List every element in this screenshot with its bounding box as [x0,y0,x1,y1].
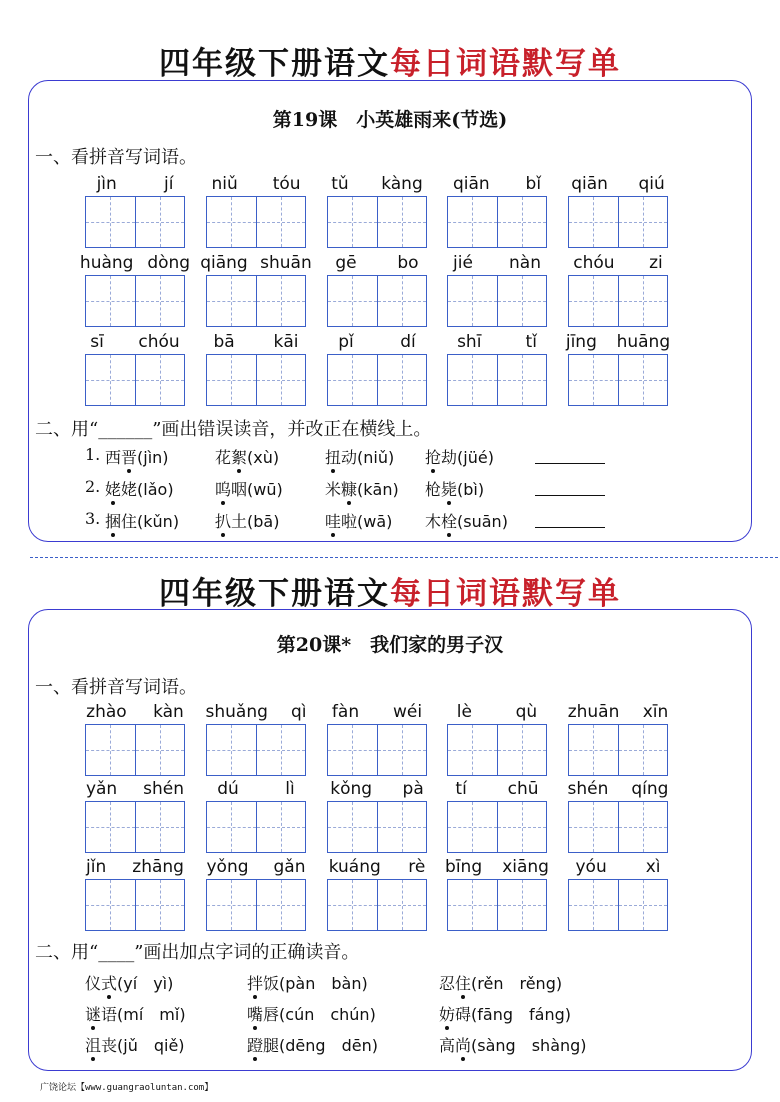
sheet2-panel [28,609,752,1071]
pinyin-label [194,172,318,194]
sheet2-title-accent: 每日词语默写单 [390,576,621,612]
vocab-char: 木 [425,512,442,531]
answer-blank-line[interactable] [535,527,605,528]
pinyin-syllable: gǎn [273,857,306,877]
tianzige-cell[interactable] [207,355,256,405]
dotted-char: 栓 [441,509,457,532]
dotted-char: 蹬 [247,1033,263,1056]
vocab-pinyin: (kān) [357,480,399,499]
tianzige-cell[interactable] [569,880,618,930]
tianzige-cell[interactable] [618,880,668,930]
dotted-char: 抢 [425,445,441,468]
dotted-char: 哇 [325,509,341,532]
tianzige-boxes[interactable] [206,354,306,406]
tianzige-boxes[interactable] [568,801,668,853]
dotted-char: 嘴 [247,1002,263,1025]
tianzige-boxes[interactable] [206,196,306,248]
pinyin-syllable: qíng [631,779,669,799]
dotted-char: 沮 [85,1033,101,1056]
tianzige-cell[interactable] [618,197,668,247]
pinyin-syllable: wéi [392,702,423,722]
vocab-char: 丧 [101,1036,118,1055]
vocab-item [325,509,392,532]
pinyin-syllable: jìn [96,174,117,194]
vocab-char: 住 [121,512,138,531]
tianzige-cell[interactable] [207,276,256,326]
vocab-item [425,445,494,468]
pinyin-label [556,251,680,273]
tianzige-cell[interactable] [618,276,668,326]
vocab-item [105,445,169,468]
pinyin-label [435,251,559,273]
tianzige-cell[interactable] [256,725,306,775]
vocab-pinyin: (kǔn) [137,512,180,531]
pinyin-syllable: dú [217,779,239,799]
pinyin-syllable: tǐ [525,332,537,352]
sheet1-section2-heading: 二、用“______”画出错误读音，并改正在横线上。 [35,419,432,440]
pinyin-syllable: chóu [573,253,615,273]
pinyin-syllable: niǔ [211,174,238,194]
tianzige-cell[interactable] [135,197,185,247]
tianzige-boxes[interactable] [85,801,185,853]
pinyin-syllable: jí [163,174,174,194]
pinyin-syllable: qiān [571,174,608,194]
tianzige-boxes[interactable] [447,196,547,248]
vocab-pinyin: (bā) [247,512,280,531]
vocab-char: 高 [439,1036,456,1055]
vocab-char: 土 [231,512,248,531]
vocab-char: 劫 [441,448,458,467]
question-number: 3. [85,509,101,528]
vocab-pinyin: (xù) [247,448,280,467]
vocab-char: 姥 [121,480,138,499]
pinyin-syllable: kàn [153,702,184,722]
sheet2-title [0,568,780,613]
tianzige-cell[interactable] [497,802,547,852]
tianzige-cell[interactable] [377,197,427,247]
pinyin-syllable: sī [90,332,104,352]
vocab-item [85,1033,185,1056]
tianzige-cell[interactable] [497,197,547,247]
dotted-char: 拌 [247,971,263,994]
pinyin-label [73,330,197,352]
tianzige-cell[interactable] [448,276,497,326]
pinyin-label [435,855,559,877]
tianzige-boxes[interactable] [206,724,306,776]
tianzige-cell[interactable] [256,802,306,852]
vocab-pinyin: (fāng fáng) [471,1005,571,1024]
vocab-item [439,971,562,994]
tianzige-boxes[interactable] [447,275,547,327]
vocab-item [439,1002,571,1025]
pinyin-syllable: lè [456,702,472,722]
vocab-item [425,509,508,532]
vocab-pinyin: (jìn) [137,448,169,467]
vocab-char: 碍 [455,1005,472,1024]
tianzige-cell[interactable] [135,725,185,775]
tianzige-cell[interactable] [207,197,256,247]
tianzige-cell[interactable] [86,355,135,405]
pinyin-syllable: xiāng [502,857,549,877]
dotted-char: 姥 [105,477,121,500]
tianzige-cell[interactable] [569,197,618,247]
tianzige-boxes[interactable] [85,275,185,327]
pinyin-syllable: tí [455,779,467,799]
pinyin-syllable: jǐn [86,857,107,877]
tianzige-cell[interactable] [86,197,135,247]
pinyin-syllable: rè [408,857,426,877]
vocab-char: 啦 [341,512,358,531]
pinyin-label [435,330,559,352]
tianzige-cell[interactable] [497,880,547,930]
pinyin-syllable: xīn [642,702,669,722]
tianzige-cell[interactable] [207,880,256,930]
vocab-pinyin: (rěn rěng) [471,974,563,993]
pinyin-syllable: fàn [331,702,360,722]
answer-blank-line[interactable] [535,463,605,464]
vocab-pinyin: (cún chún) [279,1005,376,1024]
vocab-pinyin: (bì) [457,480,485,499]
pinyin-syllable: huāng [616,332,671,352]
pinyin-label [73,700,197,722]
pinyin-syllable: gē [335,253,357,273]
pinyin-syllable: kuáng [328,857,381,877]
pinyin-syllable: bā [213,332,235,352]
pinyin-syllable: jié [453,253,473,273]
pinyin-label [194,251,318,273]
dotted-char: 谜 [85,1002,101,1025]
vocab-char: 饭 [263,974,280,993]
vocab-item [425,477,484,500]
tianzige-boxes[interactable] [85,354,185,406]
tianzige-cell[interactable] [328,802,377,852]
tianzige-cell[interactable] [256,276,306,326]
vocab-pinyin: (wā) [357,512,393,531]
pinyin-syllable: zhāng [132,857,184,877]
tianzige-cell[interactable] [256,880,306,930]
tianzige-boxes[interactable] [327,196,427,248]
tianzige-boxes[interactable] [85,196,185,248]
pinyin-syllable: zhào [86,702,127,722]
tianzige-cell[interactable] [135,802,185,852]
tianzige-cell[interactable] [86,276,135,326]
vocab-item [215,445,279,468]
pinyin-syllable: dí [400,332,416,352]
tianzige-boxes[interactable] [447,801,547,853]
pinyin-syllable: zhuān [567,702,620,722]
pinyin-label [556,330,680,352]
vocab-item [85,971,173,994]
vocab-char: 西 [105,448,122,467]
vocab-item [247,971,368,994]
tianzige-cell[interactable] [207,725,256,775]
tianzige-cell[interactable] [569,276,618,326]
tianzige-cell[interactable] [618,355,668,405]
vocab-item [105,477,174,500]
vocab-item [215,477,283,500]
tianzige-boxes[interactable] [327,275,427,327]
vocab-item [325,477,399,500]
pinyin-syllable: bo [397,253,419,273]
tianzige-boxes[interactable] [327,801,427,853]
pinyin-syllable: yǒng [206,857,249,877]
sheet1-title [0,38,780,83]
dotted-char: 住 [455,971,471,994]
vocab-pinyin: (sàng shàng) [471,1036,587,1055]
vocab-pinyin: (niǔ) [357,448,395,467]
pinyin-syllable: tóu [272,174,301,194]
dotted-char: 呜 [215,477,231,500]
pinyin-label [435,777,559,799]
tianzige-boxes[interactable] [568,196,668,248]
tianzige-cell[interactable] [377,802,427,852]
sheet1-title-accent: 每日词语默写单 [390,46,621,82]
pinyin-label [435,172,559,194]
vocab-char: 仪 [85,974,102,993]
vocab-char: 米 [325,480,342,499]
tianzige-boxes[interactable] [206,801,306,853]
pinyin-syllable: qiāng [200,253,248,273]
pinyin-syllable: zi [649,253,663,273]
tianzige-cell[interactable] [328,276,377,326]
tianzige-boxes[interactable] [447,354,547,406]
tianzige-cell[interactable] [328,880,377,930]
dotted-char: 絮 [231,445,247,468]
pinyin-syllable: lì [285,779,295,799]
tianzige-boxes[interactable] [327,879,427,931]
sheet2-title-main: 四年级下册语文 [159,576,390,612]
tianzige-cell[interactable] [328,725,377,775]
tianzige-cell[interactable] [86,725,135,775]
pinyin-label [194,330,318,352]
tianzige-cell[interactable] [256,197,306,247]
question-number: 1. [85,445,101,464]
sheet1-section1-heading: 一、看拼音写词语。 [35,147,197,168]
vocab-item [215,509,279,532]
vocab-pinyin: (wū) [247,480,283,499]
tianzige-cell[interactable] [86,880,135,930]
pinyin-label [315,700,439,722]
pinyin-label [315,172,439,194]
pinyin-syllable: dòng [147,253,191,273]
pinyin-label [73,251,197,273]
tianzige-boxes[interactable] [327,724,427,776]
vocab-char: 腿 [263,1036,280,1055]
tianzige-cell[interactable] [448,197,497,247]
tianzige-cell[interactable] [135,880,185,930]
vocab-char: 咽 [231,480,248,499]
sheet2-section1-heading: 一、看拼音写词语。 [35,677,197,698]
answer-blank-line[interactable] [535,495,605,496]
dotted-char: 扭 [325,445,341,468]
pinyin-syllable: huàng [79,253,134,273]
pinyin-syllable: shī [457,332,482,352]
sheet-divider [30,557,778,558]
pinyin-syllable: chóu [138,332,180,352]
pinyin-syllable: xì [645,857,661,877]
pinyin-label [194,700,318,722]
pinyin-syllable: pà [402,779,424,799]
dotted-char: 式 [101,971,117,994]
sheet1-lesson-title: 第19课 小英雄雨来(节选) [272,109,508,131]
vocab-pinyin: (mí mǐ) [117,1005,186,1024]
sheet2-section2-heading: 二、用“____”画出加点字词的正确读音。 [35,942,360,963]
pinyin-syllable: chū [507,779,539,799]
vocab-char: 花 [215,448,232,467]
pinyin-syllable: qiú [638,174,665,194]
tianzige-boxes[interactable] [206,879,306,931]
tianzige-boxes[interactable] [568,354,668,406]
pinyin-syllable: kāi [273,332,299,352]
vocab-pinyin: (dēng dēn) [279,1036,378,1055]
tianzige-boxes[interactable] [85,724,185,776]
pinyin-syllable: tǔ [331,174,349,194]
sheet1-panel [28,80,752,542]
dotted-char: 捆 [105,509,121,532]
tianzige-boxes[interactable] [447,724,547,776]
dotted-char: 扒 [215,509,231,532]
vocab-pinyin: (jǔ qiě) [117,1036,185,1055]
pinyin-label [556,777,680,799]
dotted-char: 尚 [455,1033,471,1056]
vocab-char: 动 [341,448,358,467]
tianzige-cell[interactable] [497,355,547,405]
pinyin-syllable: jīng [565,332,597,352]
pinyin-label [194,777,318,799]
pinyin-syllable: qì [290,702,307,722]
pinyin-syllable: pǐ [338,332,354,352]
tianzige-cell[interactable] [497,276,547,326]
tianzige-cell[interactable] [569,802,618,852]
footer-source: 广饶论坛【www.guangraoluntan.com】 [40,1083,214,1093]
pinyin-syllable: yǎn [85,779,118,799]
tianzige-cell[interactable] [448,802,497,852]
question-number: 2. [85,477,101,496]
pinyin-syllable: bǐ [525,174,542,194]
dotted-char: 糠 [341,477,357,500]
tianzige-cell[interactable] [448,725,497,775]
pinyin-label [315,777,439,799]
vocab-char: 枪 [425,480,442,499]
tianzige-cell[interactable] [328,355,377,405]
pinyin-syllable: shuān [260,253,312,273]
pinyin-label [315,330,439,352]
tianzige-cell[interactable] [86,802,135,852]
tianzige-cell[interactable] [377,880,427,930]
pinyin-label [556,700,680,722]
tianzige-boxes[interactable] [568,275,668,327]
tianzige-cell[interactable] [377,276,427,326]
tianzige-cell[interactable] [256,355,306,405]
pinyin-label [73,777,197,799]
tianzige-cell[interactable] [448,880,497,930]
vocab-item [439,1033,587,1056]
vocab-item [247,1033,378,1056]
tianzige-cell[interactable] [618,725,668,775]
vocab-item [105,509,179,532]
tianzige-boxes[interactable] [447,879,547,931]
vocab-pinyin: (suān) [457,512,508,531]
pinyin-syllable: qù [515,702,538,722]
tianzige-cell[interactable] [377,355,427,405]
pinyin-syllable: nàn [509,253,541,273]
pinyin-syllable: kǒng [330,779,373,799]
tianzige-boxes[interactable] [327,354,427,406]
pinyin-label [315,855,439,877]
tianzige-cell[interactable] [328,197,377,247]
vocab-pinyin: (yí yì) [117,974,174,993]
vocab-item [247,1002,376,1025]
tianzige-cell[interactable] [207,802,256,852]
vocab-item [325,445,394,468]
dotted-char: 妨 [439,1002,455,1025]
tianzige-cell[interactable] [569,355,618,405]
pinyin-label [556,855,680,877]
tianzige-boxes[interactable] [206,275,306,327]
vocab-item [85,1002,186,1025]
tianzige-cell[interactable] [497,725,547,775]
pinyin-label [315,251,439,273]
pinyin-syllable: shén [143,779,185,799]
tianzige-cell[interactable] [618,802,668,852]
pinyin-label [73,172,197,194]
tianzige-boxes[interactable] [568,879,668,931]
pinyin-label [194,855,318,877]
dotted-char: 毙 [441,477,457,500]
tianzige-cell[interactable] [135,276,185,326]
tianzige-boxes[interactable] [568,724,668,776]
pinyin-syllable: qiān [452,174,490,194]
vocab-pinyin: (jüé) [457,448,494,467]
dotted-char: 晋 [121,445,137,468]
pinyin-label [556,172,680,194]
pinyin-syllable: bīng [445,857,483,877]
tianzige-cell[interactable] [377,725,427,775]
pinyin-label [435,700,559,722]
pinyin-syllable: shuǎng [205,702,268,722]
pinyin-label [73,855,197,877]
pinyin-syllable: yóu [575,857,607,877]
pinyin-syllable: shén [567,779,609,799]
vocab-char: 忍 [439,974,456,993]
vocab-pinyin: (pàn bàn) [279,974,368,993]
tianzige-cell[interactable] [135,355,185,405]
pinyin-syllable: kàng [381,174,423,194]
vocab-char: 语 [101,1005,118,1024]
tianzige-cell[interactable] [569,725,618,775]
tianzige-boxes[interactable] [85,879,185,931]
vocab-pinyin: (lǎo) [137,480,174,499]
sheet1-title-main: 四年级下册语文 [159,46,390,82]
vocab-char: 唇 [263,1005,280,1024]
sheet2-lesson-title: 第20课* 我们家的男子汉 [276,634,504,656]
tianzige-cell[interactable] [448,355,497,405]
